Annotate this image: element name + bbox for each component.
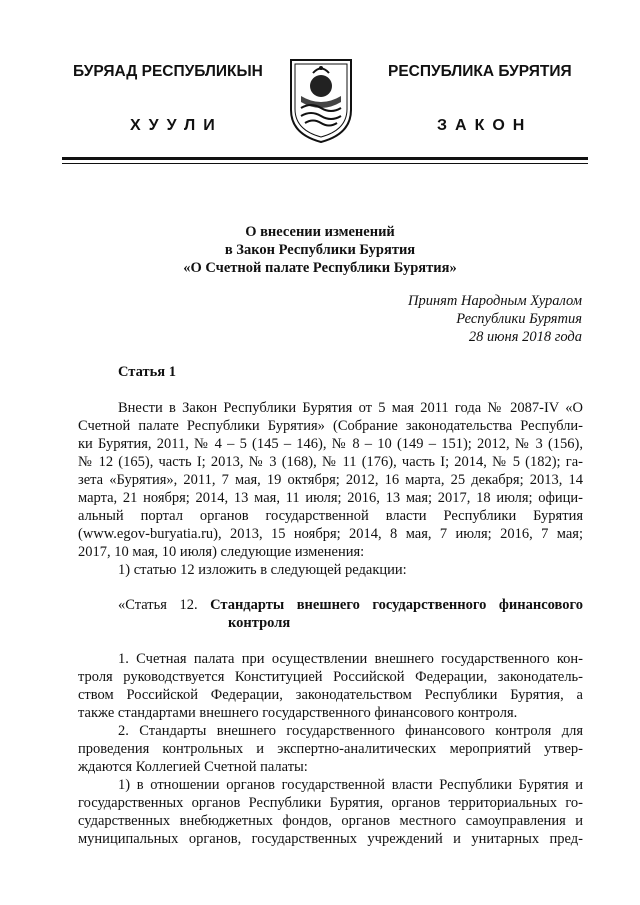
coat-of-arms-icon [287,56,355,144]
adopted-line-2: Республики Бурятия [456,311,582,327]
adopted-line-3: 28 июня 2018 года [468,329,582,345]
header-left-subtitle: ХУУЛИ [130,117,223,134]
header-right-subtitle: ЗАКОН [437,117,533,134]
paragraph-line: также стандартами внешнего государственного финансового контроля. [78,705,518,721]
header-left-title: БУРЯАД РЕСПУБЛИКЫН [73,63,263,80]
header-right-title: РЕСПУБЛИКА БУРЯТИЯ [388,63,572,80]
paragraph-line: марта, 21 ноября; 2014, 13 мая, 11 июля; 2016, 13 мая; 2017, 18 июля; офици- [78,490,583,506]
adopted-line-1: Принят Народным Хуралом [407,293,582,309]
paragraph-line: ки Бурятия, 2011, № 4 – 5 (145 – 146), № 8 – 10 (149 – 151); 2012, № 3 (156), [78,436,583,452]
law-title-line-3: «О Счетной палате Республики Бурятия» [183,260,457,276]
paragraph-line: проведения контрольных и экспертно-аналитических мероприятий утвер- [78,741,583,757]
paragraph-line: 1) в отношении органов государственной власти Республики Бурятия и [118,777,583,793]
law-title-line-2: в Закон Республики Бурятия [224,242,416,258]
header-divider-thick [62,157,588,160]
paragraph-line: 1. Счетная палата при осуществлении внешнего государственного кон- [118,651,583,667]
header-divider-thin [62,163,588,164]
paragraph-line: 2017, 10 мая, 10 июля) следующие изменения: [78,544,365,560]
paragraph-line: троля руководствуется Конституцией Российской Федерации, законодатель- [78,669,583,685]
paragraph-line: ждаются Коллегией Счетной палаты: [78,759,308,775]
paragraph-line: (www.egov-buryatia.ru), 2013, 15 ноября; 2014, 8 мая, 7 июля; 2016, 7 мая; [78,526,583,542]
article-1-heading: Статья 1 [118,364,176,380]
paragraph-line: государственных органов Республики Бурятия, органов территориальных го- [78,795,583,811]
amendment-item-1: 1) статью 12 изложить в следующей редакции: [118,562,407,578]
paragraph-line: Счетной палате Республики Бурятия» (Собрание законодательства Республи- [78,418,583,434]
paragraph-line: Внести в Закон Республики Бурятия от 5 мая 2011 года № 2087-IV «О [118,400,583,416]
law-title-line-1: О внесении изменений [245,224,395,240]
article-12-prefix: «Статья 12. [118,597,198,613]
article-12-title-cont: контроля [228,615,291,631]
paragraph-line: ством Российской Федерации, законодательством Республики Бурятия, а [78,687,583,703]
paragraph-line: № 12 (165), часть I; 2013, № 3 (168), № 11 (176), часть I; 2014, № 5 (182); га- [78,454,583,470]
paragraph-line: зета «Бурятия», 2011, 7 мая, 19 октября; 2012, 16 марта, 25 декабря; 2013, 14 [78,472,583,488]
paragraph-line: сударственных внебюджетных фондов, органов местного самоуправления и [78,813,583,829]
article-12-title: Стандарты внешнего государственного финансового [210,597,583,613]
article-12-heading [118,596,583,614]
paragraph-line: муниципальных органов, государственных учреждений и унитарных пред- [78,831,583,847]
paragraph-line: 2. Стандарты внешнего государственного финансового контроля для [118,723,583,739]
paragraph-line: альный портал органов государственной власти Республики Бурятия [78,508,583,524]
